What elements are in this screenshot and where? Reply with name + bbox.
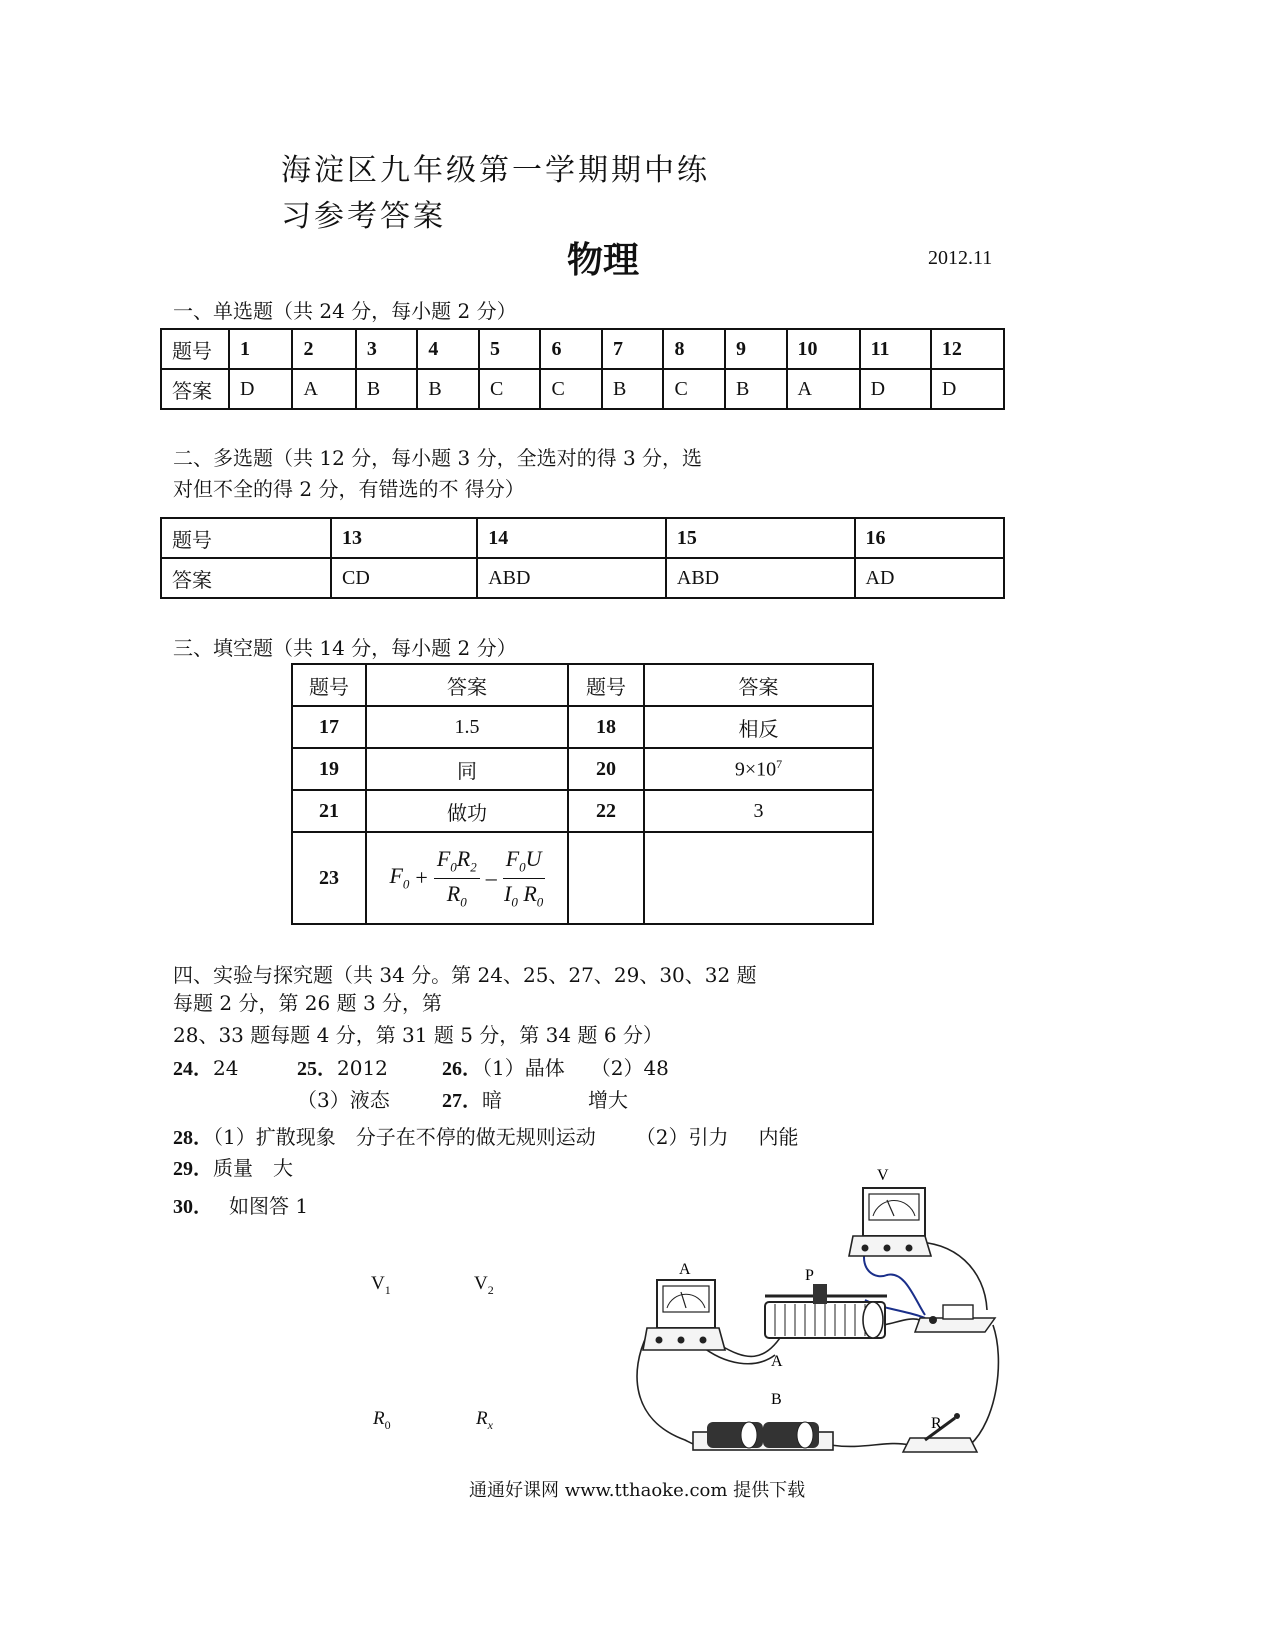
row-label: 答案 <box>161 369 229 409</box>
section4-heading-line3: 28、33 题每题 4 分，第 31 题 5 分，第 34 题 6 分） <box>173 1023 663 1047</box>
voltmeter-icon <box>849 1188 931 1256</box>
section4-heading-line2: 每题 2 分，第 26 题 3 分，第 <box>173 991 443 1015</box>
label-slider-p: P <box>805 1267 814 1284</box>
answer-cell: B <box>725 369 787 409</box>
label-r0: $R_0$ <box>373 1408 391 1432</box>
answer-cell: ABD <box>477 558 666 598</box>
question-number: 17 <box>292 706 366 748</box>
question-number: 21 <box>292 790 366 832</box>
circuit-diagram <box>625 1160 1005 1470</box>
answer-cell: AD <box>855 558 1004 598</box>
label-rx: $R_x$ <box>476 1408 493 1432</box>
table-row <box>161 558 1004 598</box>
answer-cell: 同 <box>366 748 568 790</box>
answer-27: 27．暗 增大 <box>442 1088 628 1112</box>
title-line-1: 海淀区九年级第一学期期中练 <box>281 153 710 188</box>
answer-cell: B <box>417 369 479 409</box>
question-number: 9 <box>725 329 787 369</box>
table-row <box>292 748 873 790</box>
fraction: $\frac{F_0R_2}{R_0}$ <box>434 846 480 910</box>
question-number: 13 <box>331 518 477 558</box>
section2-heading-line1: 二、多选题（共 12 分，每小题 3 分，全选对的得 3 分，选 <box>173 446 703 470</box>
question-number: 23 <box>292 832 366 924</box>
answer-28: 28．（1）扩散现象 分子在不停的做无规则运动 （2）引力 内能 <box>173 1125 799 1149</box>
question-number: 12 <box>931 329 1004 369</box>
header-answer: 答案 <box>366 664 568 706</box>
section4-heading-line1: 四、实验与探究题（共 34 分。第 24、25、27、29、30、32 题 <box>173 963 757 987</box>
answer-exponent: 7 <box>776 756 783 771</box>
empty-cell <box>568 832 644 924</box>
empty-cell <box>644 832 873 924</box>
label-node-b: B <box>771 1391 782 1408</box>
question-number: 8 <box>663 329 725 369</box>
answer-cell <box>644 748 873 790</box>
label-v1: $V_1$ <box>371 1273 391 1297</box>
question-number: 3 <box>356 329 418 369</box>
table-row <box>292 832 873 924</box>
answer-26: 26．（1）晶体 （2）48 <box>442 1056 669 1080</box>
header-answer: 答案 <box>644 664 873 706</box>
section1-heading: 一、单选题（共 24 分，每小题 2 分） <box>173 299 517 323</box>
answer-cell: C <box>663 369 725 409</box>
question-number: 4 <box>417 329 479 369</box>
table-row <box>292 664 873 706</box>
header-question: 题号 <box>292 664 366 706</box>
answer-30: 30． 如图答 1 <box>173 1194 309 1218</box>
answer-cell: D <box>931 369 1004 409</box>
page-title <box>281 145 710 235</box>
table-row <box>292 706 873 748</box>
row-label: 题号 <box>161 329 229 369</box>
question-number: 16 <box>855 518 1004 558</box>
section3-heading: 三、填空题（共 14 分，每小题 2 分） <box>173 636 517 660</box>
label-v2: $V_2$ <box>474 1273 494 1297</box>
answer-cell: 3 <box>644 790 873 832</box>
answer-cell: B <box>602 369 664 409</box>
answer-cell: B <box>356 369 418 409</box>
table-row <box>161 369 1004 409</box>
question-number: 11 <box>860 329 931 369</box>
label-voltmeter: V <box>877 1167 889 1184</box>
table-row <box>161 518 1004 558</box>
minus-sign: – <box>485 865 497 890</box>
header-question: 题号 <box>568 664 644 706</box>
answer-cell: A <box>292 369 355 409</box>
row-label: 答案 <box>161 558 331 598</box>
answer-cell: ABD <box>666 558 855 598</box>
answer-cell: CD <box>331 558 477 598</box>
answer-base: 9×10 <box>734 758 777 781</box>
answer-cell: C <box>540 369 602 409</box>
answer-cell: 1.5 <box>366 706 568 748</box>
footer-source: 通通好课网 www.tthaoke.com 提供下载 <box>469 1480 806 1501</box>
row-label: 题号 <box>161 518 331 558</box>
ammeter-icon <box>643 1280 725 1350</box>
answer-25: 25．2012 <box>297 1056 388 1080</box>
answer-29: 29．质量 大 <box>173 1156 293 1180</box>
question-number: 5 <box>479 329 541 369</box>
question-number: 1 <box>229 329 292 369</box>
fraction: $\frac{F_0U}{I_0 R_0}$ <box>504 846 544 909</box>
formula-cell <box>366 832 568 924</box>
label-ammeter: A <box>679 1261 691 1278</box>
table-row <box>161 329 1004 369</box>
single-choice-table <box>160 328 1005 410</box>
answer-cell: D <box>229 369 292 409</box>
question-number: 18 <box>568 706 644 748</box>
answer-24: 24．24 <box>173 1056 239 1080</box>
question-number: 14 <box>477 518 666 558</box>
answer-cell: D <box>860 369 931 409</box>
question-number: 10 <box>787 329 860 369</box>
battery-icon <box>693 1422 833 1450</box>
plus-sign: + <box>415 865 428 890</box>
multi-choice-table <box>160 517 1005 599</box>
formula <box>389 846 544 910</box>
question-number: 19 <box>292 748 366 790</box>
question-number: 20 <box>568 748 644 790</box>
formula-term: $F_0$ <box>389 863 410 892</box>
answer-cell: 相反 <box>644 706 873 748</box>
fill-blank-table <box>291 663 874 925</box>
label-node-a: A <box>771 1353 783 1370</box>
question-number: 22 <box>568 790 644 832</box>
question-number: 2 <box>292 329 355 369</box>
section2-heading-line2: 对但不全的得 2 分，有错选的不 得分） <box>173 477 525 501</box>
date-label: 2012.11 <box>928 247 993 269</box>
rheostat-icon <box>765 1284 887 1338</box>
question-number: 6 <box>540 329 602 369</box>
answer-cell: 做功 <box>366 790 568 832</box>
label-switch-r: R <box>931 1415 942 1432</box>
switch-icon <box>915 1305 995 1332</box>
answer-26-part3: （3）液态 <box>297 1088 390 1112</box>
answer-cell: C <box>479 369 541 409</box>
answer-cell: A <box>787 369 860 409</box>
question-number: 7 <box>602 329 664 369</box>
question-number: 15 <box>666 518 855 558</box>
table-row <box>292 790 873 832</box>
subject-heading: 物理 <box>567 240 640 281</box>
title-line-2: 习参考答案 <box>281 199 446 234</box>
